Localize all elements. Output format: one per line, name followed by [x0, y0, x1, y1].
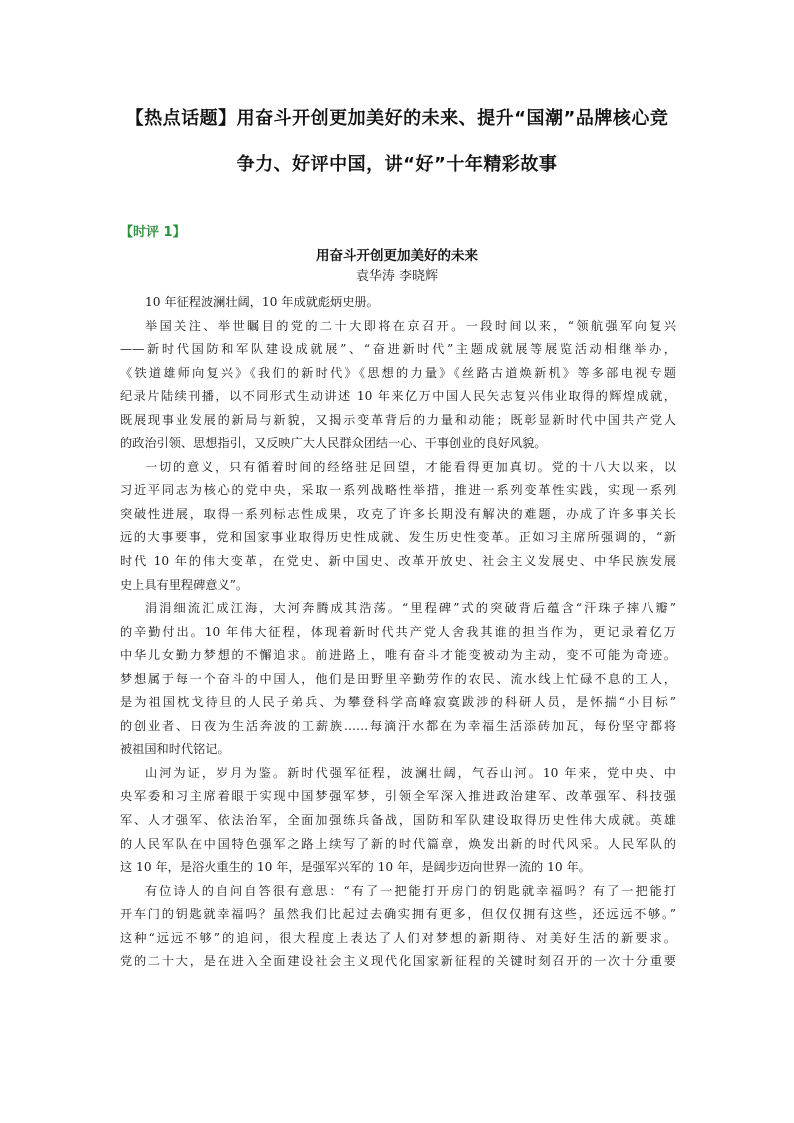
body-line: 时代 10 年的伟大变革，在党史、新中国史、改革开放史、社会主义发展史、中华民族发展: [120, 554, 676, 569]
body-line: 的政治引领、思想指引，又反映广大人民群众团结一心、干事创业的良好风貌。: [120, 436, 547, 451]
body-line: 习近平同志为核心的党中央，采取一系列战略性举措，推进一系列变革性实践，实现一系列: [120, 483, 676, 498]
article-body: [120, 291, 676, 974]
body-line: 这种“远远不够”的追问，很大程度上表达了人们对梦想的新期待、对美好生活的新要求。: [120, 930, 676, 945]
body-line: 涓涓细流汇成江海，大河奔腾成其浩荡。“里程碑”式的突破背后蕴含“汗珠子摔八瓣”: [145, 601, 676, 616]
body-line: 央军委和习主席着眼于实现中国梦强军梦，引领全军深入推进政治建军、改革强军、科技强: [120, 789, 676, 804]
section-tag: 【时评 1】: [120, 225, 186, 240]
body-line: 纪录片陆续刊播，以不同形式生动讲述 10 年来亿万中国人民矢志复兴伟业取得的辉煌成就，: [120, 389, 676, 404]
body-line: 的人民军队在中国特色强军之路上续写了新的时代篇章，焕发出新的时代风采。人民军队的: [120, 836, 676, 851]
body-line: 10 年征程波澜壮阔，10 年成就彪炳史册。: [145, 295, 379, 309]
body-line: 远的大事要事，党和国家事业取得历史性成就、发生历史性变革。正如习主席所强调的，“新: [120, 530, 676, 545]
body-line: 《铁道雄师向复兴》《我们的新时代》《思想的力量》《丝路古道焕新机》等多部电视专题: [120, 365, 676, 380]
body-line: 突破性进展，取得一系列标志性成果，攻克了许多长期没有解决的难题，办成了许多事关长: [120, 506, 676, 521]
body-line: 山河为证，岁月为鉴。新时代强军征程，波澜壮阔，气吞山河。10 年来，党中央、中: [145, 765, 676, 780]
body-line: 被祖国和时代铭记。: [120, 742, 230, 757]
body-line: 开车门的钥匙就幸福吗？虽然我们比起过去确实拥有更多，但仅仅拥有这些，还远远不够。”: [120, 907, 676, 922]
document-title-line-2: 争力、好评中国，讲“好”十年精彩故事: [236, 154, 558, 175]
body-line: 中华儿女勤力梦想的不懈追求。前进路上，唯有奋斗才能变被动为主动，变不可能为奇迹。: [120, 648, 676, 663]
body-line: 的辛勤付出。10 年伟大征程，体现着新时代共产党人舍我其谁的担当作为，更记录着亿万: [120, 624, 676, 639]
article-title: 用奋斗开创更加美好的未来: [316, 248, 478, 264]
body-line: 是为祖国枕戈待旦的人民子弟兵、为攀登科学高峰寂寞跋涉的科研人员，是怀揣“小目标”: [120, 695, 676, 710]
body-line: 这 10 年，是浴火重生的 10 年，是强军兴军的 10 年，是阔步迈向世界一流的 10 年。: [120, 860, 591, 875]
body-line: 一切的意义，只有循着时间的经络驻足回望，才能看得更加真切。党的十八大以来，以: [145, 459, 676, 474]
body-line: 有位诗人的自问自答很有意思：“有了一把能打开房门的钥匙就幸福吗？有了一把能打: [145, 883, 676, 898]
body-line: 军、人才强军、依法治军，全面加强练兵备战，国防和军队建设取得历史性伟大成就。英雄: [120, 813, 676, 828]
body-line: 史上具有里程碑意义”。: [120, 577, 249, 592]
body-line: 的创业者、日夜为生活奔波的工薪族……每滴汗水都在为幸福生活添砖加瓦，每份坚守都将: [120, 718, 676, 733]
article-authors: 袁华涛 李晓辉: [355, 269, 439, 284]
body-line: ——新时代国防和军队建设成就展”、“奋进新时代”主题成就展等展览活动相继举办，: [120, 342, 676, 357]
body-line: 梦想属于每一个奋斗的中国人，他们是田野里辛勤劳作的农民、流水线上忙碌不息的工人，: [120, 671, 676, 686]
body-line: 举国关注、举世瞩目的党的二十大即将在京召开。一段时间以来，“领航强军向复兴: [145, 318, 676, 333]
body-line: 党的二十大，是在进入全面建设社会主义现代化国家新征程的关键时刻召开的一次十分重要: [120, 954, 676, 969]
document-title-line-1: 【热点话题】用奋斗开创更加美好的未来、提升“国潮”品牌核心竞: [125, 108, 669, 129]
body-line: 既展现事业发展的新局与新貌，又揭示变革背后的力量和动能；既彰显新时代中国共产党人: [120, 412, 676, 427]
